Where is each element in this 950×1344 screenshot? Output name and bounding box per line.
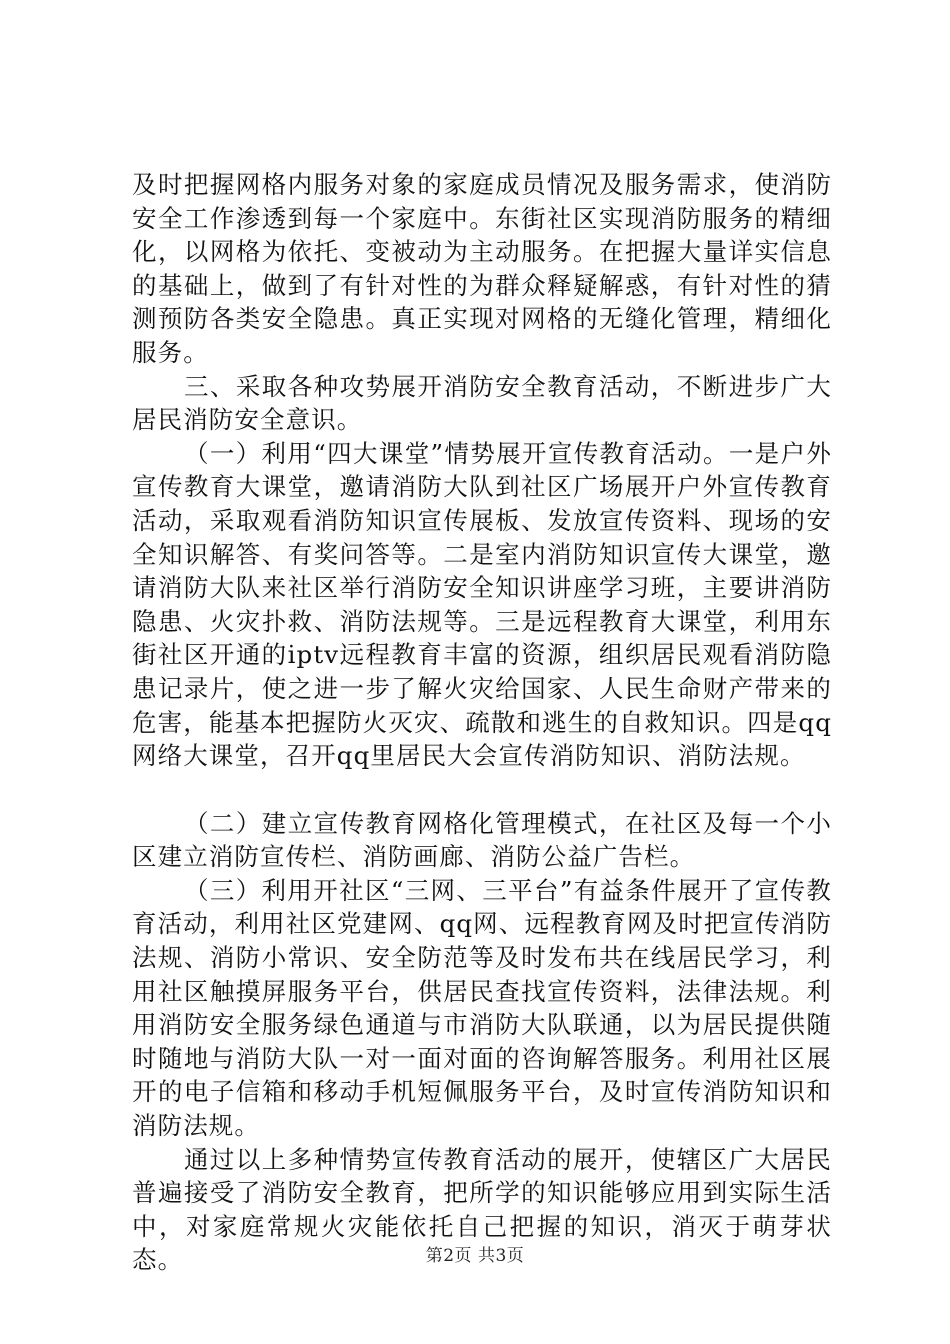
paragraph-continuation: 及时把握网格内服务对象的家庭成员情况及服务需求，使消防安全工作渗透到每一个家庭中。东街社区实现消防服务的精细化，以网格为依托、变被动为主动服务。在把握大量详实信息的基础上，做到了有针对性的为群众释疑解惑，有针对性的猜测预防各类安全隐患。真正实现对网格的无缝化管理，精细化服务。 xyxy=(132,170,832,367)
page-footer: 第2页 共3页 xyxy=(425,1246,525,1266)
paragraph-subsection-two: （二）建立宣传教育网格化管理模式，在社区及每一个小区建立消防宣传栏、消防画廊、消防公益广告栏。 xyxy=(132,808,832,872)
section-heading-three: 三、采取各种攻势展开消防安全教育活动，不断进步广大居民消防安全意识。 xyxy=(132,371,832,435)
paragraph-subsection-three: （三）利用开社区“三网、三平台”有益条件展开了宣传教育活动，利用社区党建网、qq网、远程教育网及时把宣传消防法规、消防小常识、安全防范等及时发布共在线居民学习，利用社区触摸屏服务平台，供居民查找宣传资料，法律法规。利用消防安全服务绿色通道与市消防大队联通，以为居民提供随时随地与消防大队一对一面对面的咨询解答服务。利用社区展开的电子信箱和移动手机短佩服务平台，及时宣传消防知识和消防法规。 xyxy=(132,875,832,1141)
document-body xyxy=(132,168,832,1277)
paragraph-conclusion: 通过以上多种情势宣传教育活动的展开，使辖区广大居民普遍接受了消防安全教育，把所学的知识能够应用到实际生活中，对家庭常规火灾能依托自己把握的知识，消灭于萌芽状态。 xyxy=(132,1144,832,1275)
paragraph-subsection-one: （一）利用“四大课堂”情势展开宣传教育活动。一是户外宣传教育大课堂，邀请消防大队到社区广场展开户外宣传教育活动，采取观看消防知识宣传展板、发放宣传资料、现场的安全知识解答、有奖问答等。二是室内消防知识宣传大课堂，邀请消防大队来社区举行消防安全知识讲座学习班，主要讲消防隐患、火灾扑救、消防法规等。三是远程教育大课堂，利用东街社区开通的iptv远程教育丰富的资源，组织居民观看消防隐患记录片，使之进一步了解火灾给国家、人民生命财产带来的危害，能基本把握防火灭灾、疏散和逃生的自救知识。四是qq网络大课堂，召开qq里居民大会宣传消防知识、消防法规。 xyxy=(132,438,832,771)
